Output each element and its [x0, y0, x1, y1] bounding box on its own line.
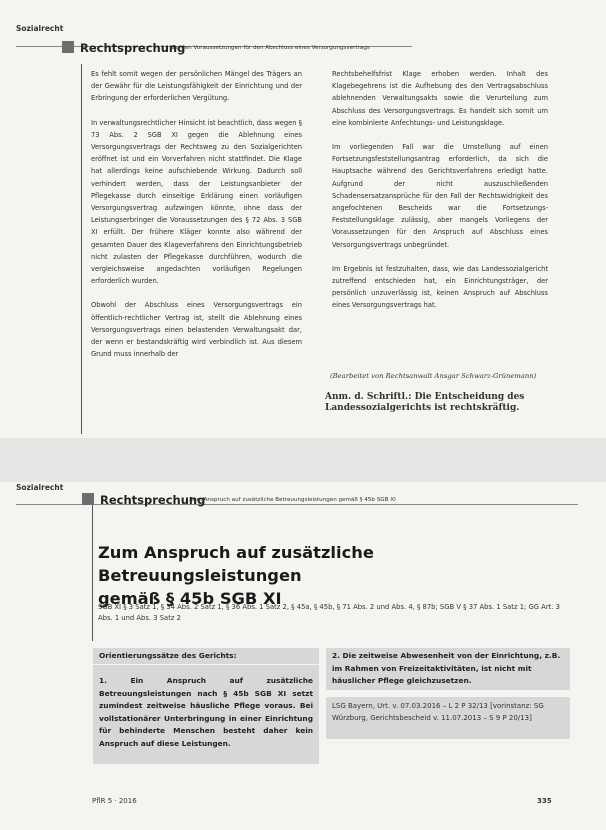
rubric-label-2: Rechtsprechung [100, 493, 206, 507]
guidance-box-right [326, 648, 570, 690]
section-square-icon [62, 41, 74, 53]
right-column [332, 68, 548, 324]
guidance-divider [93, 664, 319, 665]
section-label: Sozialrecht [16, 24, 64, 33]
editor-note: Anm. d. Schriftl.: Die Entscheidung des Landessozialgerichts ist rechtskräftig. [325, 392, 525, 413]
right-paragraph-2: Im vorliegenden Fall war die Umstellung auf einen Fortsetzungsfeststellungsantrag erforderlich, da sich die Hauptsache während des Gerichtsverfahrens erledigt hatte. Aufgrund der nicht auszuschließenden Schadensersatzansprüche für den Fall der Rechtswidrigkeit des angefochtenen Bescheids war die Fortsetzungs-Feststellungsklage zulässig, aber mangels Vorliegens der Voraussetzungen für den Anspruch auf Abschluss eines Versorgungsvertrags unbegründet. [332, 143, 548, 249]
article-title-line-1: Zum Anspruch auf zusätzliche Betreuungsleistungen [98, 543, 374, 585]
page-number: 335 [537, 797, 552, 805]
left-column [91, 68, 302, 372]
section-square-icon-2 [82, 493, 94, 505]
guidance-heading: Orientierungssätze des Gerichts: [99, 651, 237, 660]
left-paragraph-3: Obwohl der Abschluss eines Versorgungsvertrags ein öffentlich-rechtlicher Vertrag ist, stellt die Ablehnung eines Versorgungsvertrags einen belastenden Verwaltungsakt dar, der wenn er bestandskräftig wird verbindlich ist. Aus diesem Grund muss innerhalb der [91, 301, 302, 359]
left-paragraph-1: Es fehlt somit wegen der persönlichen Mängel des Trägers an der Gewähr für die Leistungsfähigkeit der Einrichtung und der Erbringung der erforderlichen Vergütung. [91, 70, 302, 103]
guidance-sentence-2: 2. Die zeitweise Abwesenheit von der Einrichtung, z.B. im Rahmen von Freizeitaktivitäten, ist nicht mit häuslicher Pflege gleichzusetzen. [332, 651, 561, 685]
article-title-line-2: gemäß § 45b SGB XI [98, 589, 282, 608]
column-rule [81, 64, 82, 434]
citation-box [326, 697, 570, 739]
right-paragraph-1: Rechtsbehelfsfrist Klage erhoben werden. Inhalt des Klagebegehrens ist die Aufhebung des den Vertragsabschluss ablehnenden Verwaltungsakts sowie die Verurteilung zum Abschluss des Versorgungsvertrags. Es handelt sich somit um eine kombinierte Anfechtungs- und Leistungsklage. [332, 70, 548, 127]
article-title [98, 541, 568, 610]
rubric-label: Rechtsprechung [80, 41, 186, 55]
journal-issue: PflR 5 · 2016 [92, 797, 137, 805]
divider-band [0, 438, 606, 482]
rubric-subtitle-2: Zum Anspruch auf zusätzliche Betreuungsleistungen gemäß § 45b SGB XI [189, 497, 396, 503]
guidance-box-left [93, 648, 319, 764]
section-label-2: Sozialrecht [16, 483, 64, 492]
author-line: (Bearbeitet von Rechtsanwalt Ansgar Schwarz-Grünemann) [330, 372, 537, 380]
rubric-subtitle: Zu den Voraussetzungen für den Abschluss eines Versorgungsvertrags [172, 45, 370, 51]
column-rule-2 [92, 505, 93, 641]
right-paragraph-3: Im Ergebnis ist festzuhalten, dass, wie das Landessozialgericht zutreffend entschieden hat, ein Einrichtungsträger, der persönlich unzuverlässig ist, keinen Anspruch auf Abschluss eines Versorgungsvertrags hat. [332, 264, 548, 310]
decision-citation: LSG Bayern, Urt. v. 07.03.2016 – L 2 P 32/13 [vorinstanz: SG Würzburg, Gerichtsbescheid v. 11.07.2013 – S 9 P 20/13] [332, 702, 544, 722]
left-paragraph-2: In verwaltungsrechtlicher Hinsicht ist beachtlich, dass wegen § 73 Abs. 2 SGB XI gegen die Ablehnung eines Versorgungsvertrags der Rechtsweg zu den Sozialgerichten eröffnet ist und ein Vorverfahren nicht stattfindet. Die Klage hat allerdings keine aufschiebende Wirkung. Dadurch soll verhindert werden, dass der Leistungsanbieter der Pflegekasse durch einseitige Erklärung einen vorläufigen Versorgungsvertrag aufzwingen könnte, ohne dass der Leistungserbringer die Voraussetzungen des § 72 Abs. 3 SGB XI erfüllt. Der frühere Kläger konnte also während der gesamten Dauer des Klageverfahrens den Einrichtungsbetrieb nicht zulasten der Pflegekasse durchführen, wodurch die vergleichsweise angedachten vorläufigen Regelungen erforderlich wurden. [91, 118, 302, 286]
law-references: SGB XI § 3 Satz 1, § 34 Abs. 2 Satz 1, § 36 Abs. 1 Satz 2, § 45a, § 45b, § 71 Abs. 2 und Abs. 4, § 87b; SGB V § 37 Abs. 1 Satz 1; GG Art. 3 Abs. 1 und Abs. 3 Satz 2 [98, 603, 560, 622]
guidance-sentence-1: 1. Ein Anspruch auf zusätzliche Betreuungsleistungen nach § 45b SGB XI setzt zumindest zeitweise häusliche Pflege voraus. Bei vollstationärer Unterbringung in einer Einrichtung für behinderte Menschen besteht daher kein Anspruch auf diese Leistungen. [99, 676, 313, 748]
